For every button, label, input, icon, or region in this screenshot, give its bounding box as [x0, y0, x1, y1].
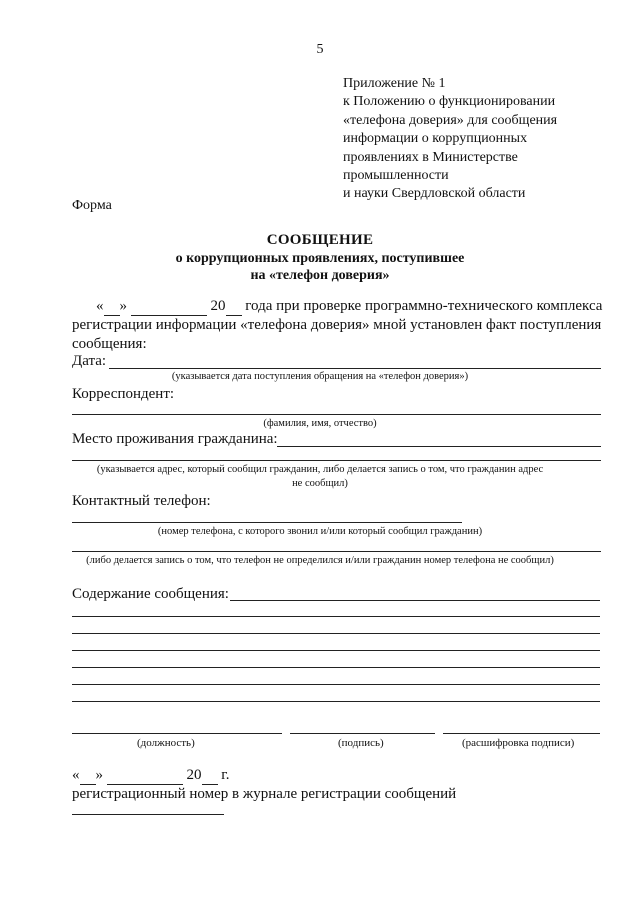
phone-label: Контактный телефон: — [72, 493, 211, 509]
footer-year-field[interactable] — [202, 767, 218, 785]
appendix-line: «телефона доверия» для сообщения — [343, 112, 558, 128]
year-field[interactable] — [226, 298, 242, 316]
month-field[interactable] — [131, 298, 207, 316]
appendix-line: промышленности — [343, 168, 449, 184]
correspondent-label: Корреспондент: — [72, 386, 175, 402]
correspondent-line[interactable] — [72, 414, 601, 415]
date-hint: (указывается дата поступления обращения на «телефон доверия») — [171, 371, 469, 382]
phone-line[interactable] — [72, 522, 462, 523]
footer-year-suffix: г. — [221, 767, 230, 783]
content-line[interactable] — [72, 633, 600, 634]
correspondent-hint: (фамилия, имя, отчество) — [263, 418, 377, 429]
signature-line[interactable] — [290, 733, 435, 734]
phone-hint: (номер телефона, с которого звонил и/или который сообщил гражданин) — [157, 526, 483, 537]
position-caption: (должность) — [137, 737, 195, 749]
year-prefix: 20 — [210, 298, 226, 314]
footer-date — [72, 767, 229, 785]
date-line[interactable] — [109, 368, 601, 369]
residence-line[interactable] — [277, 446, 601, 447]
footer-year-prefix: 20 — [186, 767, 202, 783]
content-line[interactable] — [72, 667, 600, 668]
decoding-line[interactable] — [443, 733, 600, 734]
appendix-header — [343, 75, 557, 204]
appendix-line: информации о коррупционных — [343, 131, 528, 147]
intro-line-3: сообщения: — [72, 336, 147, 352]
residence-label: Место проживания гражданина: — [72, 431, 278, 447]
intro-line-2: регистрации информации «телефона доверия» мной установлен факт поступления — [72, 317, 602, 333]
quote-open: « — [96, 298, 104, 314]
document-subtitle: о коррупционных проявлениях, поступившее — [175, 251, 465, 266]
content-line[interactable] — [72, 650, 600, 651]
footer-month-field[interactable] — [107, 767, 183, 785]
content-line[interactable] — [72, 701, 600, 702]
residence-hint: (указывается адрес, который сообщил гражданин, либо делается запись о том, что гражданин адрес — [96, 464, 544, 475]
position-line[interactable] — [72, 733, 282, 734]
intro-line-1 — [96, 298, 602, 316]
content-line[interactable] — [72, 616, 600, 617]
document-title: СООБЩЕНИЕ — [266, 232, 374, 248]
phone-hint-2: (либо делается запись о том, что телефон не определился и/или гражданин номер телефона не сообщил) — [86, 555, 554, 566]
appendix-line: к Положению о функционировании — [343, 94, 556, 110]
form-label: Форма — [72, 198, 112, 213]
appendix-line: проявлениях в Министерстве — [343, 149, 518, 165]
footer-day-field[interactable] — [80, 767, 96, 785]
reg-number-line[interactable] — [72, 814, 224, 815]
intro-rest: года при проверке программно-технического комплекса — [245, 298, 603, 314]
quote-open: « — [72, 767, 80, 783]
document-subtitle-2: на «телефон доверия» — [250, 268, 390, 283]
page-number: 5 — [316, 42, 324, 57]
day-field[interactable] — [104, 298, 120, 316]
content-line[interactable] — [230, 600, 600, 601]
reg-number-label: регистрационный номер в журнале регистрации сообщений — [72, 786, 457, 802]
appendix-line: Приложение № 1 — [343, 76, 446, 91]
quote-close: » — [119, 298, 127, 314]
signature-caption: (подпись) — [338, 737, 384, 749]
residence-hint-2: не сообщил) — [292, 478, 348, 489]
residence-line-2[interactable] — [72, 460, 601, 461]
decoding-caption: (расшифровка подписи) — [462, 737, 575, 749]
appendix-line: и науки Свердловской области — [343, 186, 526, 202]
quote-close: » — [95, 767, 103, 783]
content-label: Содержание сообщения: — [72, 586, 229, 602]
content-line[interactable] — [72, 684, 600, 685]
phone-line-2[interactable] — [72, 551, 601, 552]
date-label: Дата: — [72, 353, 107, 369]
